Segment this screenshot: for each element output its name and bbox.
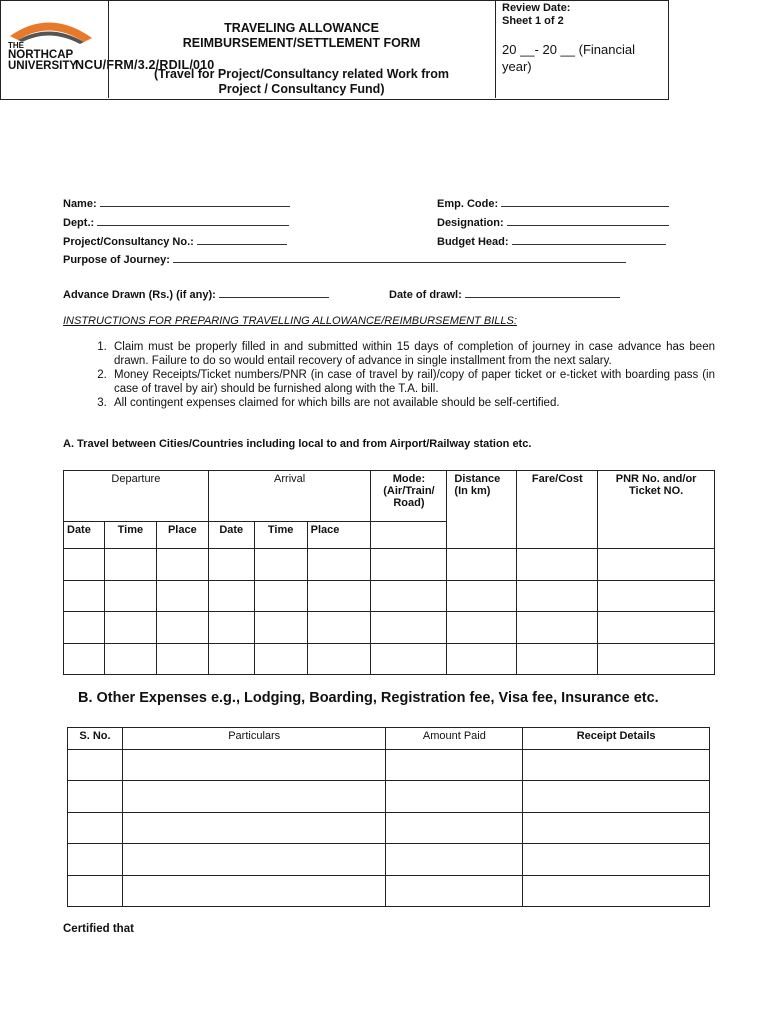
pnr-header xyxy=(598,471,715,549)
amount-header: Amount Paid xyxy=(386,728,523,750)
project-no-label: Project/Consultancy No.: xyxy=(63,236,194,248)
table-row xyxy=(68,781,710,813)
review-cell xyxy=(495,0,667,98)
emp-code-input-line[interactable] xyxy=(501,196,669,207)
expenses-table xyxy=(67,727,710,907)
instructions-heading: INSTRUCTIONS FOR PREPARING TRAVELLING ALLOWANCE/REIMBURSEMENT BILLS: xyxy=(63,315,517,327)
certified-that: Certified that xyxy=(63,923,134,935)
mode-header xyxy=(371,471,447,522)
table-row xyxy=(68,876,710,907)
logo-cell xyxy=(0,0,109,98)
arrival-header: Arrival xyxy=(208,471,371,522)
distance-header-l1: Distance xyxy=(454,473,501,485)
instructions-list xyxy=(63,340,715,410)
logo-text-university: UNIVERSITY xyxy=(8,60,78,72)
dep-date-header: Date xyxy=(64,522,105,549)
financial-year-line2: year) xyxy=(502,59,532,74)
distance-header-l2: (In km) xyxy=(454,485,491,497)
purpose-label: Purpose of Journey: xyxy=(63,254,170,266)
university-logo xyxy=(0,0,108,98)
mode-header-l2: (Air/Train/ xyxy=(383,485,435,497)
designation-field[interactable] xyxy=(437,215,669,229)
section-a-heading: A. Travel between Cities/Countries including local to and from Airport/Railway station etc. xyxy=(63,438,532,450)
arr-time-header: Time xyxy=(254,522,307,549)
mode-header-l1: Mode: xyxy=(392,473,426,485)
form-subtitle-line2: Project / Consultancy Fund) xyxy=(218,82,385,96)
travel-header-row xyxy=(64,471,715,522)
expenses-header-row xyxy=(68,728,710,750)
table-row xyxy=(68,750,710,781)
departure-header: Departure xyxy=(64,471,209,522)
logo-text-northcap: NORTHCAP xyxy=(8,49,74,61)
name-field[interactable] xyxy=(63,196,290,210)
section-b-heading: B. Other Expenses e.g., Lodging, Boarding, Registration fee, Visa fee, Insurance etc. xyxy=(78,690,659,706)
financial-year-line1: 20 __- 20 __ (Financial xyxy=(502,42,635,57)
table-row xyxy=(64,612,715,644)
arr-place-header: Place xyxy=(307,522,371,549)
instructions-list-wrap xyxy=(63,340,715,410)
instruction-item: 3. All contingent expenses claimed for which bills are not available should be self-certified. xyxy=(110,396,715,410)
purpose-field[interactable] xyxy=(63,252,626,266)
document-code: NCU/FRM/3.2/RDIL/010 xyxy=(75,58,215,72)
pnr-header-l2: Ticket NO. xyxy=(629,485,684,497)
table-row xyxy=(64,581,715,612)
particulars-header: Particulars xyxy=(122,728,386,750)
project-no-field[interactable] xyxy=(63,234,287,248)
budget-head-label: Budget Head: xyxy=(437,236,509,248)
date-drawl-input-line[interactable] xyxy=(465,287,620,298)
dep-time-header: Time xyxy=(104,522,156,549)
sno-header: S. No. xyxy=(68,728,123,750)
advance-input-line[interactable] xyxy=(219,287,329,298)
review-date-label: Review Date: xyxy=(502,2,571,14)
logo-text-the: THE xyxy=(8,41,24,50)
dept-field[interactable] xyxy=(63,215,289,229)
fare-header: Fare/Cost xyxy=(517,471,598,549)
advance-label: Advance Drawn (Rs.) (if any): xyxy=(63,289,216,301)
budget-head-input-line[interactable] xyxy=(512,234,666,245)
travel-table xyxy=(63,470,715,675)
dept-input-line[interactable] xyxy=(97,215,289,226)
name-input-line[interactable] xyxy=(100,196,290,207)
emp-code-field[interactable] xyxy=(437,196,669,210)
designation-label: Designation: xyxy=(437,217,504,229)
instruction-item: 1. Claim must be properly filled in and submitted within 15 days of completion of journey in case advance has been drawn. Failure to do so would entail recovery of advance in single installment from the next salary. xyxy=(110,340,715,368)
purpose-input-line[interactable] xyxy=(173,252,626,263)
dept-label: Dept.: xyxy=(63,217,95,229)
date-drawl-label: Date of drawl: xyxy=(389,289,462,301)
designation-input-line[interactable] xyxy=(507,215,669,226)
budget-head-field[interactable] xyxy=(437,234,666,248)
instruction-item: 2. Money Receipts/Ticket numbers/PNR (in case of travel by rail)/copy of paper ticket or e-ticket with boarding pass (in case of travel by air) should be furnished along with the T.A. bill. xyxy=(110,368,715,396)
arr-date-header: Date xyxy=(208,522,254,549)
name-label: Name: xyxy=(63,198,97,210)
pnr-header-l1: PNR No. and/or xyxy=(615,473,697,485)
title-cell xyxy=(108,0,496,98)
table-row xyxy=(68,844,710,876)
receipt-header: Receipt Details xyxy=(523,728,710,750)
table-row xyxy=(68,813,710,844)
mode-header-l3: Road) xyxy=(393,497,425,509)
table-row xyxy=(64,549,715,581)
dep-place-header: Place xyxy=(156,522,208,549)
table-row xyxy=(64,644,715,675)
form-title-line2: REIMBURSEMENT/SETTLEMENT FORM xyxy=(182,36,421,50)
form-subtitle-line1: (Travel for Project/Consultancy related Work from xyxy=(154,67,449,81)
advance-field[interactable] xyxy=(63,287,329,301)
sheet-number: Sheet 1 of 2 xyxy=(502,15,564,27)
distance-header xyxy=(447,471,517,549)
date-drawl-field[interactable] xyxy=(389,287,620,301)
form-title-line1: TRAVELING ALLOWANCE xyxy=(224,21,379,35)
emp-code-label: Emp. Code: xyxy=(437,198,499,210)
mode-subheader-empty xyxy=(371,522,447,549)
header-box xyxy=(0,0,669,100)
project-no-input-line[interactable] xyxy=(197,234,287,245)
